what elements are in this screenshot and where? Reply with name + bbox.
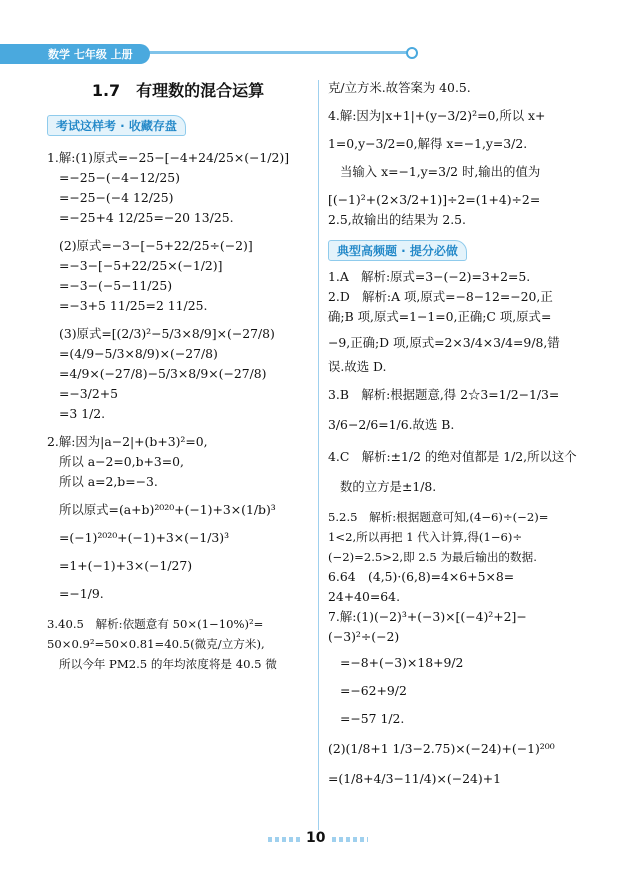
section-title: 1.7 有理数的混合运算 [91,81,265,100]
answer-line: =−57 1/2. [340,711,405,726]
page-header [0,38,624,68]
footer-dots-left [268,837,300,842]
answer-line: 3.40.5 解析:依题意有 50×(1−10%)²= [47,617,264,631]
answer-line: 当输入 x=−1,y=3/2 时,输出的值为 [340,164,541,179]
page-number: 10 [306,830,326,846]
answer-line: 所以今年 PM2.5 的年均浓度将是 40.5 微 [59,657,277,671]
answer-line: 4.解:因为|x+1|+(y−3/2)²=0,所以 x+ [328,108,546,123]
answer-line: =4/9×(−27/8)−5/3×8/9×(−27/8) [59,366,267,381]
answer-line: =−8+(−3)×18+9/2 [340,655,464,670]
answer-line: 克/立方米.故答案为 40.5. [328,80,471,95]
answer-line: 所以 a−2=0,b+3=0, [59,454,184,469]
column-divider [318,80,319,830]
answer-line: =(1/8+4/3−11/4)×(−24)+1 [328,771,501,786]
answer-line: 3.B 解析:根据题意,得 2☆3=1/2−1/3= [328,387,560,402]
answer-line: 2.D 解析:A 项,原式=−8−12=−20,正 [328,289,553,304]
answer-line: 所以 a=2,b=−3. [59,474,158,489]
answer-line: 2.解:因为|a−2|+(b+3)²=0, [47,434,208,449]
answer-line: −9,正确;D 项,原式=2×3/4×3/4=9/8,错 [328,335,560,350]
answer-line: (3)原式=[(2/3)²−5/3×8/9]×(−27/8) [59,326,275,341]
answer-line: (−2)=2.5>2,即 2.5 为最后输出的数据. [328,550,537,564]
answer-line: =1+(−1)+3×(−1/27) [59,558,193,573]
answer-line: 确;B 项,原式=1−1=0,正确;C 项,原式= [328,309,552,324]
answer-line: =−3−[−5+22/25×(−1/2)] [59,258,223,273]
answer-line: =−3−(−5−11/25) [59,278,173,293]
answer-line: 24+40=64. [328,589,401,604]
answer-line: =−62+9/2 [340,683,407,698]
answer-line: 3/6−2/6=1/6.故选 B. [328,417,455,432]
typical-section-heading: 典型高频题 · 提分必做 [328,240,467,261]
right-column [328,78,586,789]
answer-line: 1.A 解析:原式=3−(−2)=3+2=5. [328,269,531,284]
answer-line: (−3)²÷(−2) [328,629,400,644]
answer-line: =(4/9−5/3×8/9)×(−27/8) [59,346,218,361]
answer-line: 7.解:(1)(−2)³+(−3)×[(−4)²+2]− [328,609,527,624]
answer-line: =3 1/2. [59,406,106,421]
footer-dots-right [332,837,368,842]
answer-line: =−1/9. [59,586,104,601]
answer-line: =−25+4 12/25=−20 13/25. [59,210,234,225]
answer-line: 误.故选 D. [328,359,387,374]
answer-line: 数的立方是±1/8. [340,479,437,494]
answer-line: 4.C 解析:±1/2 的绝对值都是 1/2,所以这个 [328,449,577,464]
answer-line: (2)(1/8+1 1/3−2.75)×(−24)+(−1)²⁰⁰ [328,741,555,756]
answer-line: =−25−(−4 12/25) [59,190,174,205]
answer-line: 2.5,故输出的结果为 2.5. [328,212,466,227]
header-label: 数学 七年级 上册 [48,48,133,61]
answer-line: =−3/2+5 [59,386,118,401]
answer-line: 50×0.9²=50×0.81=40.5(微克/立方米), [47,637,265,651]
answer-line: 6.64 (4,5)·(6,8)=4×6+5×8= [328,569,515,584]
answer-line: (2)原式=−3−[−5+22/25÷(−2)] [59,238,253,253]
page-footer [0,830,624,850]
answer-line: 1<2,所以再把 1 代入计算,得(1−6)÷ [328,530,523,544]
answer-line: 1=0,y−3/2=0,解得 x=−1,y=3/2. [328,136,528,151]
answer-line: [(−1)²+(2×3/2+1)]÷2=(1+4)÷2= [328,192,541,207]
answer-line: =(−1)²⁰²⁰+(−1)+3×(−1/3)³ [59,530,230,545]
answer-line: =−25−(−4−12/25) [59,170,180,185]
answer-line: 1.解:(1)原式=−25−[−4+24/25×(−1/2)] [47,150,290,165]
answer-line: =−3+5 11/25=2 11/25. [59,298,208,313]
left-column [47,78,309,674]
exam-section-heading: 考试这样考 · 收藏存盘 [47,115,186,136]
answer-line: 所以原式=(a+b)²⁰²⁰+(−1)+3×(1/b)³ [59,502,276,517]
header-dot-icon [406,47,418,59]
answer-line: 5.2.5 解析:根据题意可知,(4−6)÷(−2)= [328,510,549,524]
